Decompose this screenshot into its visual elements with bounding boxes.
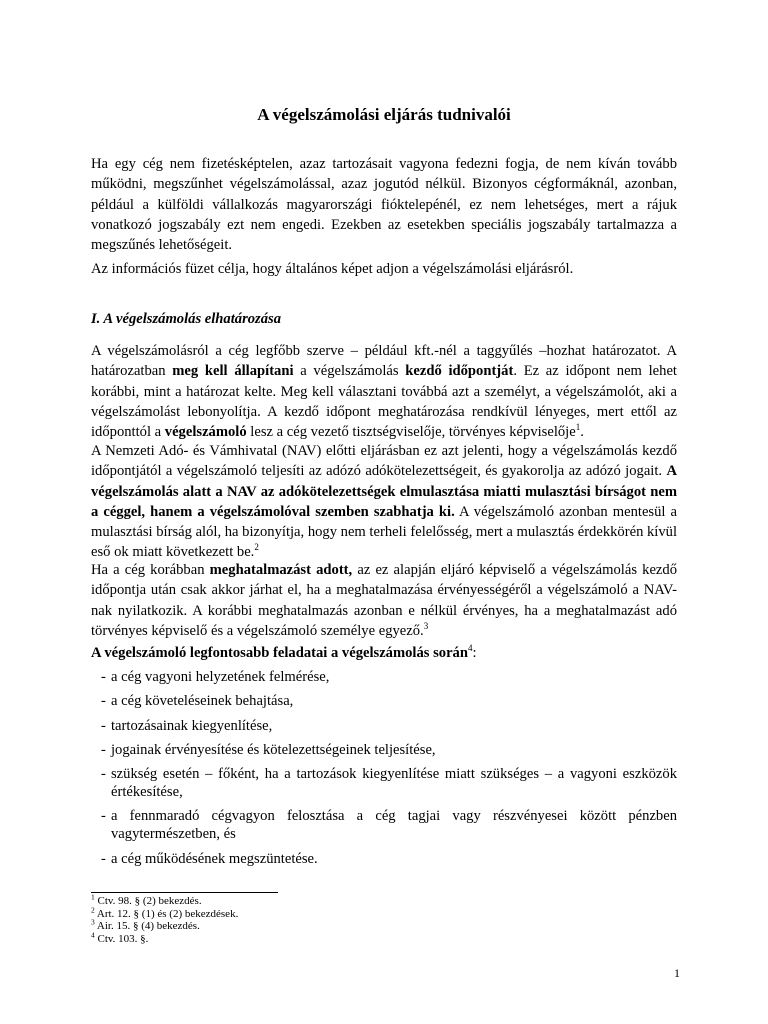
list-item: - szükség esetén – főként, ha a tartozások kiegyenlítése miatt szükséges – a vagyoni eszközök értékesítése,: [101, 766, 677, 801]
page-title: A végelszámolási eljárás tudnivalói: [257, 105, 511, 124]
intro-purpose-paragraph: Az információs füzet célja, hogy általános képet adjon a végelszámolási eljárásról.: [91, 261, 574, 277]
list-item: - a cég működésének megszüntetése.: [101, 850, 318, 867]
tasks-heading: A végelszámoló legfontosabb feladatai a végelszámolás során$^4$:: [91, 643, 477, 661]
intro-paragraph: Ha egy cég nem fizetésképtelen, azaz tartozásait vagyona fedezni fogja, de nem kíván tovább működni, megszűnhet végelszámolással, azaz jogutód nélkül. Bizonyos cégformáknál, azonban, például a külföldi vállalkozás magyarországi fióktelepénél, ez nem lehetséges, mert a rájuk vonatkozó jogszabály ezt nem engedi. Ezekben az esetekben speciális jogszabály tartalmazza a megszűnés lehetőségeit.: [91, 156, 677, 254]
authorization-paragraph: Ha a cég korábban meghatalmazást adott, az ez alapján eljáró képviselő a végelszámolás kezdő időpontja után csak akkor járhat el, ha a meghatalmazása érvényességéről a végelszámoló a NAV-nak nyilatkozik. A korábbi meghatalmazás azonban e nélkül érvényes, ha a meghatalmazást adó törvényes képviselő és a végelszámoló személye egyező.$^3$: [91, 562, 677, 639]
decision-paragraph: A végelszámolásról a cég legfőbb szerve – például kft.-nél a taggyűlés –hozhat határozatot. A határozatban meg kell állapítani a végelszámolás kezdő időpontját. Ez az időpont nem lehet korábbi, mint a határozat kelte. Meg kell választani továbbá azt a személyt, a végelszámolót, aki a végelszámolást lebonyolítja. A kezdő időpont meghatározása rendkívül lényeges, mert ettől az időponttól a végelszámoló lesz a cég vezető tisztségviselője, törvényes képviselője$^1$.: [91, 343, 677, 441]
list-item: - jogainak érvényesítése és kötelezettségeinek teljesítése,: [101, 741, 436, 758]
footnote: $^2$ Art. 12. § (1) és (2) bekezdések.: [91, 904, 239, 920]
footnote-ref: 3: [423, 621, 429, 632]
list-item: - tartozásainak kiegyenlítése,: [101, 717, 273, 734]
footnote-ref: 2: [254, 542, 259, 553]
list-item: - a cég vagyoni helyzetének felmérése,: [101, 669, 330, 685]
footnotes: [91, 892, 491, 945]
footnote-separator: [91, 892, 278, 893]
tasks-list: [91, 668, 677, 874]
footnote: $^3$ Air. 15. § (4) bekezdés.: [91, 917, 200, 932]
footnote-ref: 1: [575, 422, 581, 433]
list-item: - a fennmaradó cégvagyon felosztása a cég tagjai vagy részvényesei között pénzben vagytermészetben, és: [101, 808, 677, 843]
footnote-ref: 4: [467, 643, 473, 654]
page-number: 1: [674, 966, 680, 980]
list-item: - a cég követeléseinek behajtása,: [101, 693, 294, 710]
section-heading: I. A végelszámolás elhatározása: [91, 311, 282, 327]
footnote: $^4$ Ctv. 103. §.: [91, 929, 149, 945]
nav-paragraph: A Nemzeti Adó- és Vámhivatal (NAV) előtti eljárásban ez azt jelenti, hogy a végelszámolás kezdő időpontjától a végelszámoló teljesíti az adózó adókötelezettségeit, és gyakorolja az adózó jogait. A végelszámolás alatt a NAV az adókötelezettségek elmulasztása miatti mulasztási bírságot nem a céggel, hanem a végelszámolóval szemben szabhatja ki. A végelszámoló azonban mentesül a mulasztási bírság alól, ha bizonyítja, hogy nem terheli felelősség, mert a mulasztás érdekkörén kívül eső ok miatt következett be.$^2$: [91, 443, 678, 561]
footnote: $^1$ Ctv. 98. § (2) bekezdés.: [91, 892, 202, 907]
